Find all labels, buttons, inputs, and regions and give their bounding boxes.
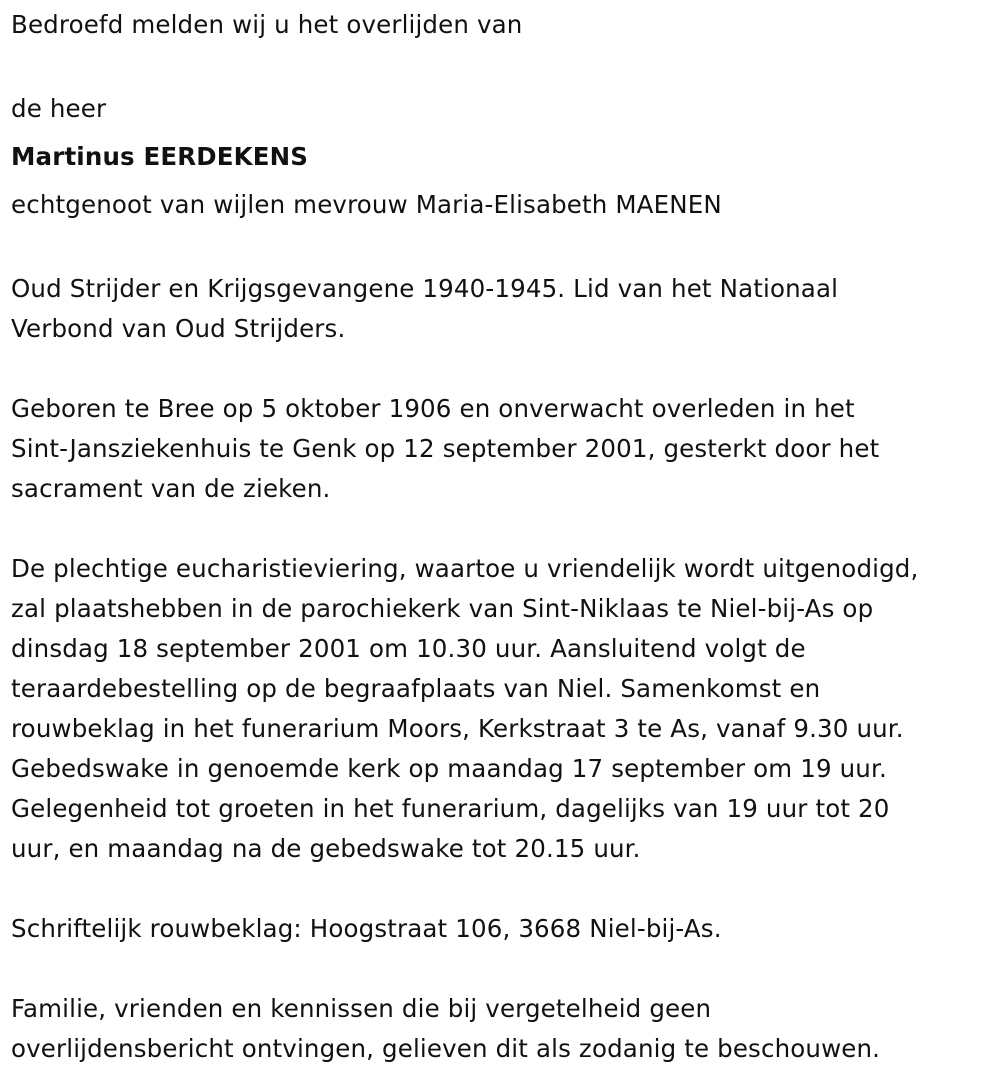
ceremony-paragraph [11, 549, 991, 869]
spouse-text: echtgenoot van wijlen mevrouw Maria-Elisabeth MAENEN [11, 190, 722, 219]
paragraph-line: dinsdag 18 september 2001 om 10.30 uur. Aansluitend volgt de [11, 634, 806, 663]
spacer [11, 45, 991, 85]
paragraph-line: Familie, vrienden en kennissen die bij vergetelheid geen [11, 994, 712, 1023]
paragraph-line: rouwbeklag in het funerarium Moors, Kerkstraat 3 te As, vanaf 9.30 uur. [11, 714, 904, 743]
paragraph-line: Verbond van Oud Strijders. [11, 314, 346, 343]
paragraph-line: sacrament van de zieken. [11, 474, 331, 503]
paragraph-line: Oud Strijder en Krijgsgevangene 1940-1945. Lid van het Nationaal [11, 274, 839, 303]
paragraph-line: zal plaatshebben in de parochiekerk van Sint-Niklaas te Niel-bij-As op [11, 594, 874, 623]
paragraph-line: Gelegenheid tot groeten in het funerarium, dagelijks van 19 uur tot 20 [11, 794, 890, 823]
deceased-name: Martinus EERDEKENS [11, 142, 309, 171]
intro-text: Bedroefd melden wij u het overlijden van [11, 10, 523, 39]
paragraph-line: Sint-Jansziekenhuis te Genk op 12 september 2001, gesterkt door het [11, 434, 880, 463]
spacer [11, 869, 991, 909]
honorific-text: de heer [11, 94, 107, 123]
condolence-address: Schriftelijk rouwbeklag: Hoogstraat 106, 3668 Niel-bij-As. [11, 914, 722, 943]
obituary-notice [11, 5, 991, 1069]
veteran-paragraph [11, 269, 991, 349]
spacer [11, 229, 991, 269]
spacer [11, 349, 991, 389]
paragraph-line: overlijdensbericht ontvingen, gelieven dit als zodanig te beschouwen. [11, 1034, 881, 1063]
closing-paragraph [11, 989, 991, 1069]
birth-death-paragraph [11, 389, 991, 509]
spacer [11, 949, 991, 989]
spacer [11, 509, 991, 549]
paragraph-line: Gebedswake in genoemde kerk op maandag 17 september om 19 uur. [11, 754, 887, 783]
paragraph-line: Geboren te Bree op 5 oktober 1906 en onverwacht overleden in het [11, 394, 855, 423]
paragraph-line: teraardebestelling op de begraafplaats van Niel. Samenkomst en [11, 674, 821, 703]
paragraph-line: De plechtige eucharistieviering, waartoe u vriendelijk wordt uitgenodigd, [11, 554, 919, 583]
paragraph-line: uur, en maandag na de gebedswake tot 20.15 uur. [11, 834, 641, 863]
